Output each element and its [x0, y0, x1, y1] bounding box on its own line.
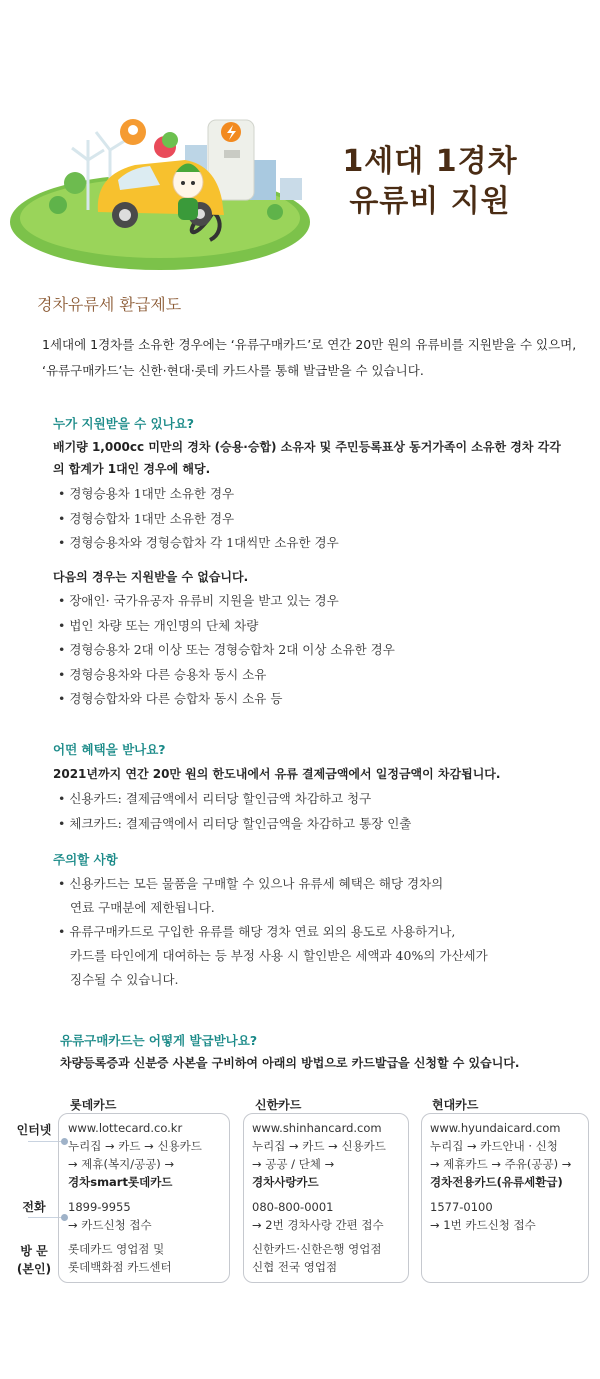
- list-item: • 경형승합차 1대만 소유한 경우: [58, 507, 578, 532]
- card-phone: 080-800-0001: [252, 1200, 334, 1214]
- list-item: • 신용카드는 모든 물품을 구매할 수 있으나 유류세 혜택은 해당 경차의 연료 구매분에 제한됩니다.: [58, 872, 578, 920]
- not-eligible-title: [53, 566, 573, 588]
- list-item: • 체크카드: 결제금액에서 리터당 할인금액을 차감하고 통장 인출: [58, 812, 578, 837]
- row-label-visit: 방 문 (본인): [16, 1244, 52, 1276]
- issue-question: 유류구매카드는 어떻게 발급받나요?: [60, 1033, 258, 1048]
- who-section: [53, 414, 573, 432]
- card-path: → 제휴(복지/공공) →: [68, 1157, 175, 1171]
- card-phone: 1577-0100: [430, 1200, 493, 1214]
- card-path: 누리집 → 카드안내 · 신청: [430, 1139, 558, 1153]
- hero-title-line2: 유류비 지원: [349, 184, 511, 219]
- card-path: → 제휴카드 → 주유(공공) →: [430, 1157, 572, 1171]
- list-item: • 경형승용차 1대만 소유한 경우: [58, 482, 578, 507]
- caution-title: 주의할 사항: [53, 852, 118, 867]
- tree: [267, 204, 283, 220]
- card-product: 경차smart롯데카드: [68, 1175, 173, 1189]
- who-desc: [53, 436, 573, 480]
- list-item: • 법인 차량 또는 개인명의 단체 차량: [58, 614, 578, 639]
- card-path: 누리집 → 카드 → 신용카드: [252, 1139, 386, 1153]
- hero-title: [300, 142, 560, 222]
- card-name-shinhan: 신한카드: [255, 1098, 302, 1112]
- card-phone-note: → 2번 경차사랑 간편 접수: [252, 1218, 384, 1232]
- list-item: • 유류구매카드로 구입한 유류를 해당 경차 연료 외의 용도로 사용하거나, 카드를 타인에게 대여하는 등 부정 사용 시 할인받은 세액과 40%의 가산세가 징수될 수 있습니다.: [58, 920, 578, 992]
- card-phone-note: → 1번 카드신청 접수: [430, 1218, 536, 1232]
- list-item: • 신용카드: 결제금액에서 리터당 할인금액 차감하고 청구: [58, 787, 578, 812]
- card-product: 경차전용카드(유류세환급): [430, 1175, 563, 1189]
- list-item: • 장애인· 국가유공자 유류비 지원을 받고 있는 경우: [58, 589, 578, 614]
- card-visit: 신협 전국 영업점: [252, 1260, 338, 1274]
- tree: [162, 132, 178, 148]
- card-visit: 신한카드·신한은행 영업점: [252, 1242, 382, 1256]
- list-item: • 경형승용차 2대 이상 또는 경형승합차 2대 이상 소유한 경우: [58, 638, 578, 663]
- hero-banner: [0, 0, 600, 285]
- issue-desc: [60, 1052, 580, 1074]
- hero-title-line1: 1세대 1경차: [342, 144, 518, 179]
- benefit-list: [58, 787, 578, 836]
- issue-desc-text: 차량등록증과 신분증 사본을 구비하여 아래의 방법으로 카드발급을 신청할 수 있습니다.: [60, 1056, 520, 1070]
- row-label-phone: 전화: [22, 1200, 46, 1214]
- issue-section: [60, 1031, 580, 1049]
- tree: [49, 196, 67, 214]
- benefit-question: 어떤 혜택을 받나요?: [53, 742, 166, 757]
- not-eligible-list: [58, 589, 578, 712]
- card-name-lotte: 롯데카드: [70, 1098, 117, 1112]
- intro-line: ‘유류구매카드’는 신한·현대·롯데 카드사를 통해 발급받을 수 있습니다.: [42, 363, 424, 378]
- recycle-icon: [64, 172, 86, 194]
- building: [280, 178, 302, 200]
- not-eligible-heading: 다음의 경우는 지원받을 수 없습니다.: [53, 570, 249, 584]
- intro-line: 1세대에 1경차를 소유한 경우에는 ‘유류구매카드’로 연간 20만 원의 유류비를 지원받을 수 있으며,: [42, 337, 577, 352]
- card-url[interactable]: www.lottecard.co.kr: [68, 1121, 183, 1135]
- caution-list: [58, 872, 578, 992]
- caution-section: [53, 850, 573, 868]
- card-url[interactable]: www.hyundaicard.com: [430, 1121, 561, 1135]
- section-title: 경차유류세 환급제도: [37, 295, 182, 314]
- who-desc-line: 배기량 1,000cc 미만의 경차 (승용·승합) 소유자 및 주민등록표상 동거가족이 소유한 경차 각각: [53, 440, 561, 454]
- intro-text: [42, 332, 582, 384]
- list-item: • 경형승합차와 다른 승합차 동시 소유 등: [58, 687, 578, 712]
- card-name-hyundai: 현대카드: [432, 1098, 479, 1112]
- card-url[interactable]: www.shinhancard.com: [252, 1121, 382, 1135]
- benefit-desc-text: 2021년까지 연간 20만 원의 한도내에서 유류 결제금액에서 일정금액이 차감됩니다.: [53, 767, 501, 781]
- card-visit: 롯데백화점 카드센터: [68, 1260, 172, 1274]
- who-desc-line: 의 합계가 1대인 경우에 해당.: [53, 462, 211, 476]
- card-phone: 1899-9955: [68, 1200, 131, 1214]
- card-path: 누리집 → 카드 → 신용카드: [68, 1139, 202, 1153]
- card-path: → 공공 / 단체 →: [252, 1157, 335, 1171]
- row-label-internet: 인터넷: [16, 1123, 52, 1137]
- benefit-section: [53, 740, 573, 758]
- who-question: 누가 지원받을 수 있나요?: [53, 416, 195, 431]
- eligible-list: [58, 482, 578, 556]
- list-item: • 경형승용차와 다른 승용차 동시 소유: [58, 663, 578, 688]
- card-visit: 롯데카드 영업점 및: [68, 1242, 165, 1256]
- card-phone-note: → 카드신청 접수: [68, 1218, 152, 1232]
- card-product: 경차사랑카드: [252, 1175, 319, 1189]
- benefit-desc: [53, 763, 573, 785]
- list-item: • 경형승용차와 경형승합차 각 1대씩만 소유한 경우: [58, 531, 578, 556]
